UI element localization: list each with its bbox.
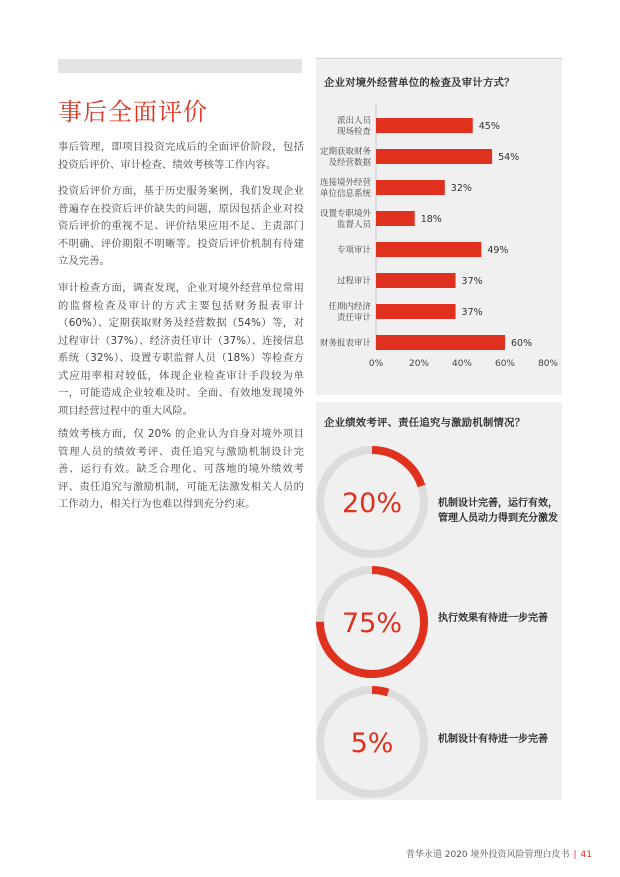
category-label: 设置专职境外 (319, 209, 371, 219)
x-tick-label: 80% (537, 359, 559, 369)
page-footer (406, 847, 592, 860)
header-bar (58, 59, 302, 73)
paragraph-audit: 审计检查方面，调查发现，企业对境外经营单位常用的监督检查及审计的方式主要包括财务报表审计（60%）、定期获取财务及经营数据（54%）等，对过程审计（37%）、经济责任审计（37%）、连接信息系统（32%）、设置专职监督人员（18%）等检查方式应用率相对较低，体现企业检查审计手段较为单一，可能造成企业较难及时、全面、有效地发现境外项目经营过程中的重大风险。 (58, 282, 304, 417)
paragraph-performance: 绩效考核方面，仅 20% 的企业认为自身对境外项目管理人员的绩效考评、责任追究与激励机制设计完善、运行有效。缺乏合理化、可落地的境外绩效考评、责任追究与激励机制，可能无法激发相关人员的工作动力，相关行为也难以得到充分约束。 (58, 428, 304, 510)
bar-value-label: 49% (487, 245, 509, 256)
donut-chart (316, 680, 436, 804)
bar-value-label: 37% (461, 276, 483, 287)
donut-percent-label: 75% (341, 608, 403, 639)
bar (376, 180, 445, 195)
category-label: 过程审计 (336, 276, 371, 287)
category-label: 专项审计 (336, 245, 371, 256)
category-label: 责任审计 (336, 313, 371, 323)
paragraph-post-evaluation: 投资后评价方面，基于历史服务案例，我们发现企业普遍存在投资后评价缺失的问题，原因包括企业对投资后评价的重视不足、评价结果应用不足、主责部门不明确、评价期限不明晰等。投资后评价机制有待建立及完善。 (58, 185, 304, 267)
category-label: 监督人员 (336, 220, 371, 230)
category-label: 及经营数据 (328, 158, 371, 168)
donut-chart (316, 440, 436, 564)
bar-chart-title: 企业对境外经营单位的检查及审计方式？ (324, 77, 515, 89)
bar (376, 211, 415, 226)
donut-description: 执行效果有待进一步完善 (438, 613, 548, 624)
bar (376, 335, 505, 350)
donut-description: 机制设计完善，运行有效，管理人员动力得到充分激发 (438, 498, 558, 524)
x-tick-label: 40% (451, 359, 473, 369)
panel-top-rule (316, 58, 562, 59)
bar-value-label: 37% (461, 307, 483, 318)
category-label: 财务报表审计 (319, 338, 371, 349)
donut-percent-label: 5% (350, 728, 394, 759)
bar (376, 304, 456, 319)
category-label: 现场检查 (336, 127, 371, 137)
bar-value-label: 18% (420, 214, 442, 225)
page-title: 事后全面评价 (58, 98, 208, 126)
page-number: 41 (580, 850, 592, 860)
panel-separator (316, 395, 562, 402)
donut-section-title: 企业绩效考评、责任追究与激励机制情况？ (324, 417, 526, 429)
donut-chart (316, 560, 436, 684)
bar-value-label: 54% (498, 152, 520, 163)
donut-description: 机制设计有待进一步完善 (438, 734, 548, 745)
bar-value-label: 32% (450, 183, 472, 194)
x-tick-label: 60% (494, 359, 516, 369)
category-label: 任期内经济 (328, 302, 371, 312)
bar-value-label: 45% (478, 121, 500, 132)
category-label: 连接境外经营 (319, 178, 371, 188)
x-tick-label: 0% (368, 359, 384, 369)
audit-methods-bar-chart (316, 100, 562, 375)
donut-percent-label: 20% (341, 488, 403, 519)
bar (376, 149, 492, 164)
footer-divider: | (573, 850, 577, 860)
bar-value-label: 60% (511, 338, 533, 349)
category-label: 派出人员 (336, 116, 371, 126)
bar (376, 242, 481, 257)
x-tick-label: 20% (408, 359, 430, 369)
footer-title: 普华永道 2020 境外投资风险管理白皮书 (405, 850, 570, 860)
category-label: 单位信息系统 (319, 189, 371, 199)
category-label: 定期获取财务 (319, 147, 371, 157)
bar (376, 273, 456, 288)
bar (376, 118, 473, 133)
paragraph-intro: 事后管理，即项目投资完成后的全面评价阶段，包括投资后评价、审计检查、绩效考核等工作内容。 (58, 141, 304, 171)
